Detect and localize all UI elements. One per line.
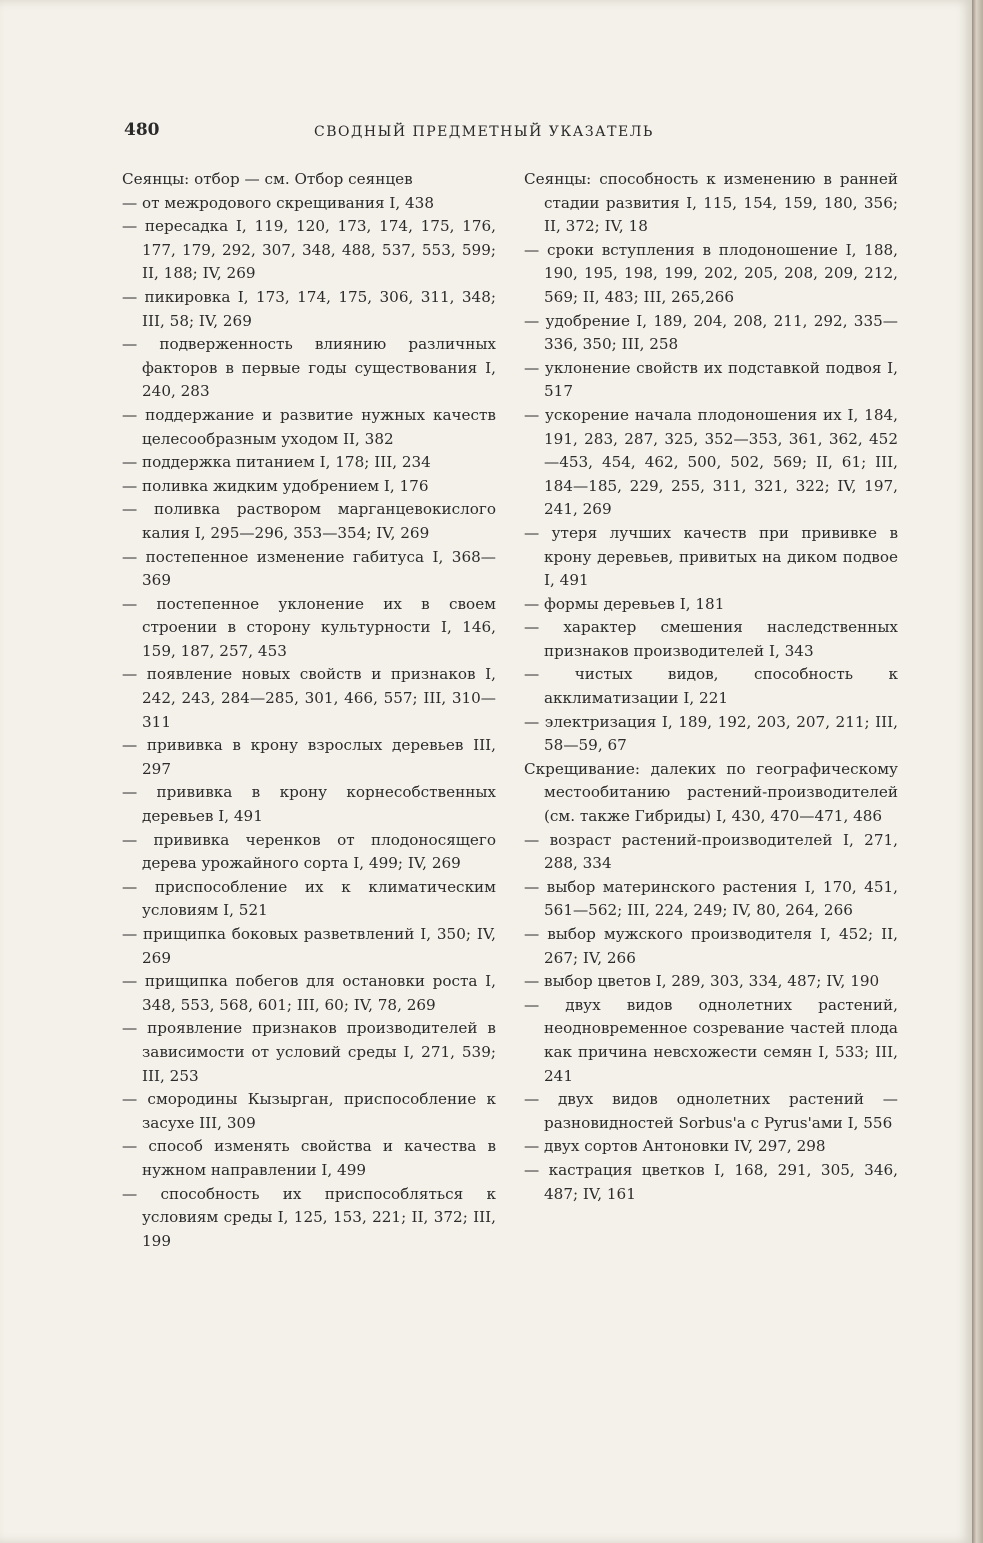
running-title: СВОДНЫЙ ПРЕДМЕТНЫЙ УКАЗАТЕЛЬ (314, 124, 654, 140)
index-entry: — способ изменять свойства и качества в нужном направлении I, 499 (122, 1137, 496, 1179)
index-entry: — кастрация цветков I, 168, 291, 305, 346, 487; IV, 161 (524, 1160, 898, 1203)
index-entry: — двух видов однолетних растений, неодновременное созревание частей плода как причина невсхожести семян I, 533; III, 241 (524, 995, 898, 1085)
index-entry: — подверженность влиянию различных факторов в первые годы существования I, 240, 283 (122, 335, 496, 401)
page-header (124, 120, 904, 148)
index-entry: — способность их приспособляться к условиям среды I, 125, 153, 221; II, 372; III, 199 (122, 1184, 496, 1250)
index-entry: — уклонение свойств их подставкой подвоя I, 517 (524, 358, 898, 401)
index-entry: — удобрение I, 189, 204, 208, 211, 292, 335—336, 350; III, 258 (524, 311, 898, 354)
index-entry: — постепенное изменение габитуса I, 368—369 (122, 547, 496, 590)
index-entry: — сроки вступления в плодоношение I, 188, 190, 195, 198, 199, 202, 205, 208, 209, 212, 569; II, 483; III, 265,266 (524, 240, 898, 306)
index-entry: — прищипка побегов для остановки роста I, 348, 553, 568, 601; III, 60; IV, 78, 269 (122, 972, 496, 1014)
index-entry: Сеянцы: отбор — см. Отбор сеянцев (122, 170, 413, 188)
index-entry: — пикировка I, 173, 174, 175, 306, 311, 348; III, 58; IV, 269 (122, 287, 496, 330)
index-entry: — выбор мужского производителя I, 452; II, 267; IV, 266 (524, 925, 898, 967)
index-entry: — прививка черенков от плодоносящего дерева урожайного сорта I, 499; IV, 269 (122, 830, 496, 873)
index-entry: — поливка раствором марганцевокислого калия I, 295—296, 353—354; IV, 269 (122, 500, 496, 542)
index-entry: — постепенное уклонение их в своем строении в сторону культурности I, 146, 159, 187, 257, 453 (122, 594, 496, 660)
index-entry: — поддержка питанием I, 178; III, 234 (122, 453, 431, 472)
index-entry: — двух видов однолетних растений — разновидностей Sorbus'а с Pyrus'ами I, 556 (524, 1090, 898, 1132)
index-entry: Сеянцы: способность к изменению в ранней стадии развития I, 115, 154, 159, 180, 356; II, 372; IV, 18 (524, 170, 898, 236)
index-entry: — смородины Кызырган, приспособление к засухе III, 309 (122, 1090, 496, 1132)
page-number: 480 (124, 120, 160, 140)
index-entry: — проявление признаков производителей в зависимости от условий среды I, 271, 539; III, 253 (122, 1019, 496, 1085)
index-entry: — характер смешения наследственных признаков производителей I, 343 (524, 618, 898, 660)
index-entry: — поливка жидким удобрением I, 176 (122, 476, 429, 495)
index-entry: — двух сортов Антоновки IV, 297, 298 (524, 1137, 826, 1156)
index-entry: — пересадка I, 119, 120, 173, 174, 175, 176, 177, 179, 292, 307, 348, 488, 537, 553, 599; II, 188; IV, 269 (122, 217, 496, 283)
index-entry: — выбор материнского растения I, 170, 451, 561—562; III, 224, 249; IV, 80, 264, 266 (524, 877, 898, 920)
index-entry: — чистых видов, способность к акклиматизации I, 221 (524, 665, 898, 708)
index-entry: — поддержание и развитие нужных качеств целесообразным уходом II, 382 (122, 405, 496, 448)
index-entry: — от межродового скрещивания I, 438 (122, 193, 434, 212)
right-column (524, 168, 898, 1206)
index-entry: — возраст растений-производителей I, 271, 288, 334 (524, 830, 898, 873)
index-entry: Скрещивание: далеких по географическому местообитанию растений-производителей (см. также Гибриды) I, 430, 470—471, 486 (524, 759, 898, 826)
index-entry: — приспособление их к климатическим условиям I, 521 (122, 877, 496, 920)
page-edge (972, 0, 983, 1543)
index-entry: — электризация I, 189, 192, 203, 207, 211; III, 58—59, 67 (524, 712, 898, 755)
index-entry: — прививка в крону взрослых деревьев III, 297 (122, 736, 496, 778)
index-entry: — утеря лучших качеств при прививке в крону деревьев, привитых на диком подвое I, 491 (524, 523, 898, 590)
index-entry: — прививка в крону корнесобственных деревьев I, 491 (122, 783, 496, 826)
left-column (122, 168, 496, 1253)
index-entry: — выбор цветов I, 289, 303, 334, 487; IV, 190 (524, 972, 880, 991)
index-entry: — формы деревьев I, 181 (524, 594, 725, 613)
index-entry: — ускорение начала плодоношения их I, 184, 191, 283, 287, 325, 352—353, 361, 362, 452—453, 454, 462, 500, 502, 569; II, 61; III, 184—185, 229, 255, 311, 321, 322; IV, 197, 241, 269 (524, 405, 898, 519)
index-entry: — появление новых свойств и признаков I, 242, 243, 284—285, 301, 466, 557; III, 310—311 (122, 665, 496, 731)
index-entry: — прищипка боковых разветвлений I, 350; IV, 269 (122, 925, 496, 967)
